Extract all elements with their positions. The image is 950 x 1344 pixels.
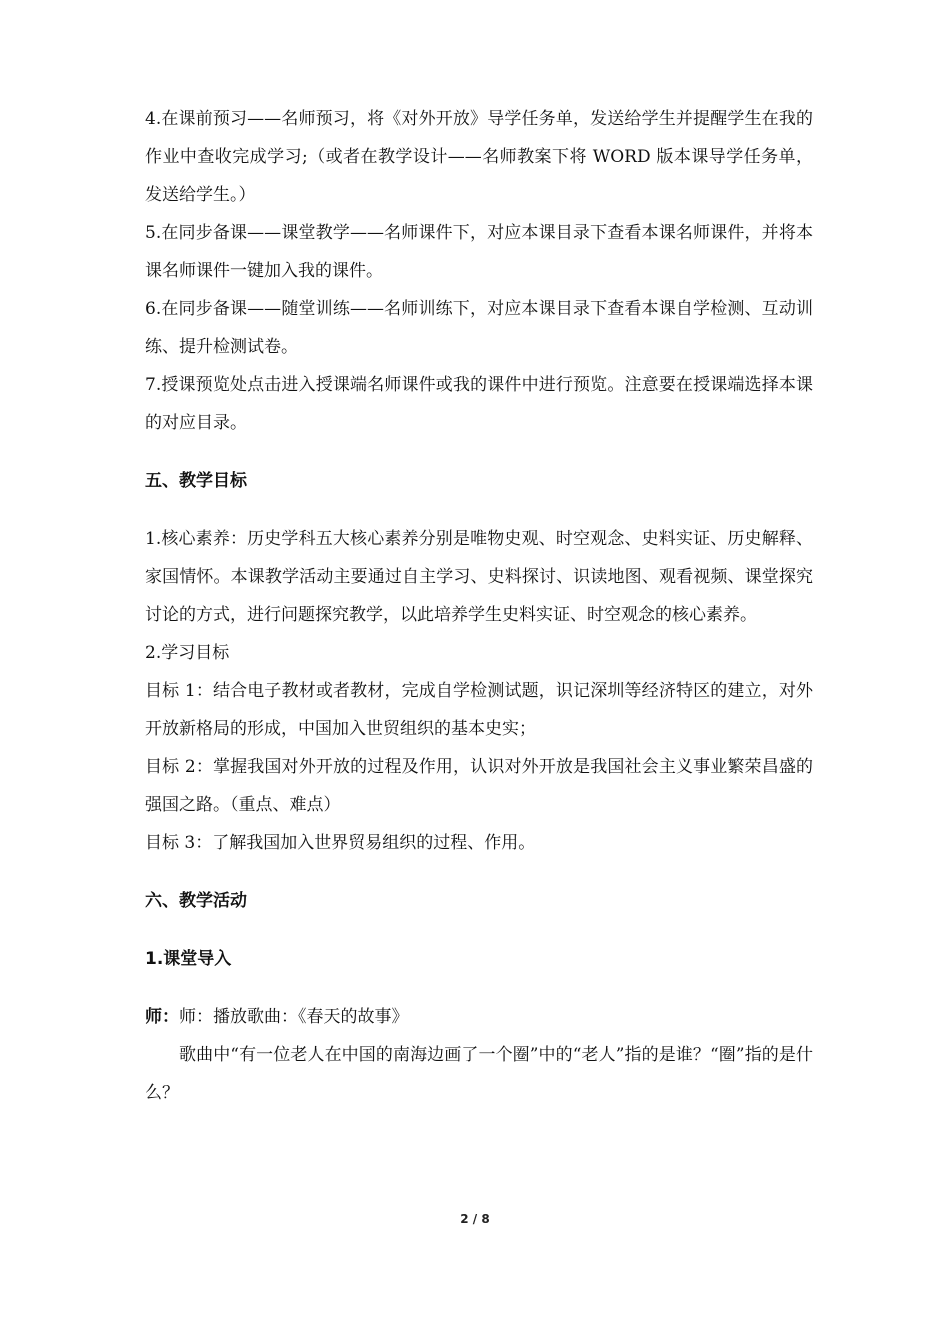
learning-goals-title: 2.学习目标	[145, 643, 230, 663]
goal-2: 目标 2：掌握我国对外开放的过程及作用，认识对外开放是我国社会主义事业繁荣昌盛的强国之路。（重点、难点）	[145, 757, 813, 815]
core-literacy-paragraph: 1.核心素养：历史学科五大核心素养分别是唯物史观、时空观念、史料实证、历史解释、家国情怀。本课教学活动主要通过自主学习、史料探讨、识读地图、观看视频、课堂探究讨论的方式，进行问题探究教学，以此培养学生史料实证、时空观念的核心素养。	[145, 529, 813, 625]
page-number: 2 / 8	[460, 1212, 490, 1226]
step-6: 6.在同步备课——随堂训练——名师训练下，对应本课目录下查看本课自学检测、互动训练、提升检测试卷。	[145, 299, 813, 357]
teacher-line	[145, 998, 813, 1036]
teacher-text: 师：播放歌曲：《春天的故事》	[179, 1007, 409, 1027]
class-intro-heading: 1.课堂导入	[145, 949, 232, 969]
step-7: 7.授课预览处点击进入授课端名师课件或我的课件中进行预览。注意要在授课端选择本课的对应目录。	[145, 375, 813, 433]
step-4: 4.在课前预习——名师预习，将《对外开放》导学任务单，发送给学生并提醒学生在我的作业中查收完成学习;（或者在教学设计——名师教案下将 WORD 版本课导学任务单，发送给学生。）	[145, 109, 813, 205]
teacher-label: 师：	[145, 1007, 179, 1027]
section-5-heading: 五、教学目标	[145, 471, 247, 491]
intro-question: 歌曲中“有一位老人在中国的南海边画了一个圈”中的“老人”指的是谁？“圈”指的是什么？	[145, 1045, 813, 1103]
step-5: 5.在同步备课——课堂教学——名师课件下，对应本课目录下查看本课名师课件，并将本课名师课件一键加入我的课件。	[145, 223, 813, 281]
document-page	[145, 100, 813, 1112]
goal-3: 目标 3：了解我国加入世界贸易组织的过程、作用。	[145, 833, 536, 853]
goal-1: 目标 1：结合电子教材或者教材，完成自学检测试题，识记深圳等经济特区的建立，对外开放新格局的形成，中国加入世贸组织的基本史实；	[145, 681, 813, 739]
section-6-heading: 六、教学活动	[145, 891, 247, 911]
